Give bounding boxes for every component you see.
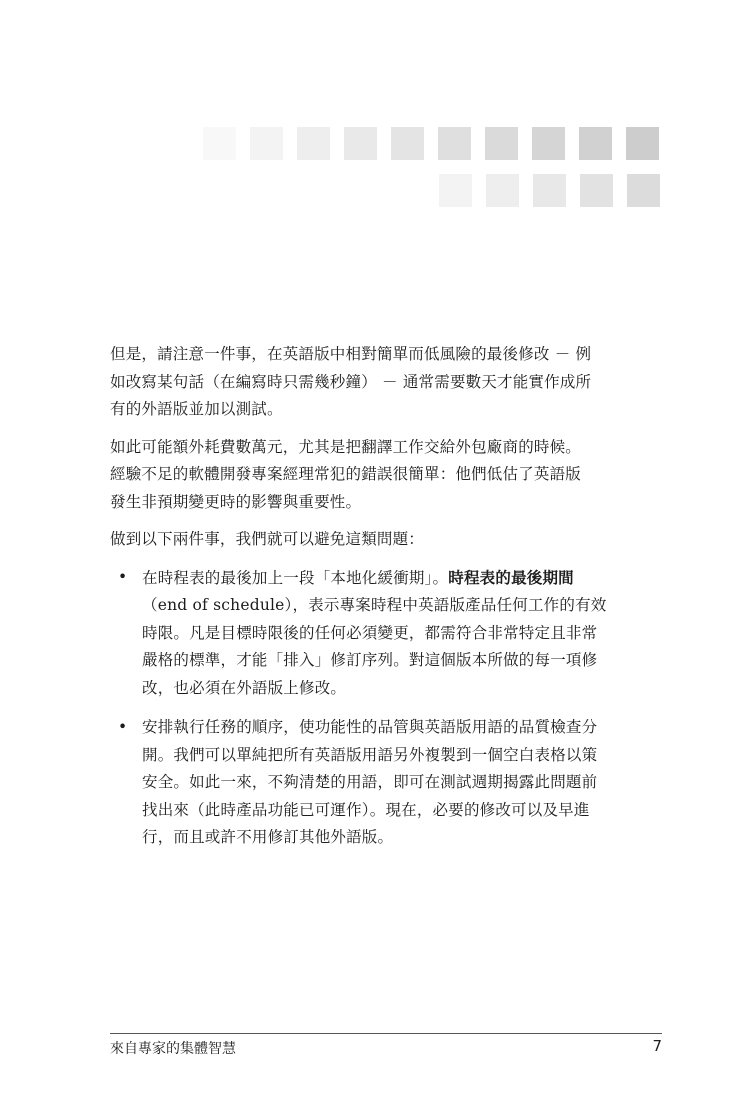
bullet-text: 在時程表的最後加上一段「本地化緩衝期」。 xyxy=(142,568,449,587)
decorative-square xyxy=(532,127,565,160)
footer-divider xyxy=(110,1033,662,1034)
decorative-square xyxy=(626,127,659,160)
decorative-square xyxy=(391,127,424,160)
decorative-square xyxy=(486,174,519,207)
paragraph-1: 但是，請注意一件事，在英語版中相對簡單而低風險的最後修改 － 例 如改寫某句話（在編寫時只需幾秒鐘） － 通常需要數天才能實作成所 有的外語版並加以測試。 xyxy=(110,345,592,418)
bullet-bold-text: 時程表的最後期間 xyxy=(448,567,574,587)
decorative-square xyxy=(438,127,471,160)
decorative-square xyxy=(485,127,518,160)
bullet-item-1 xyxy=(110,564,662,703)
bullet-text: 安排執行任務的順序，使功能性的品管與英語版用語的品質檢查分 開。我們可以單純把所有英語版用語另外複製到一個空白表格以策 安全。如此一來，不夠清楚的用語，即可在測試週期揭露此問題前 找出來（此時產品功能已可運作）。現在，必要的修改可以及早進 行，而且或許不用修訂其他外語版。 xyxy=(142,718,598,846)
decorative-squares-row-2 xyxy=(439,174,660,207)
bullet-marker: • xyxy=(118,718,128,736)
decorative-square xyxy=(203,127,236,160)
decorative-square xyxy=(439,174,472,207)
decorative-squares-row-1 xyxy=(203,127,659,160)
paragraph-2: 如此可能額外耗費數萬元，尤其是把翻譯工作交給外包廠商的時候。 經驗不足的軟體開發專案經理常犯的錯誤很簡單：他們低估了英語版 發生非預期變更時的影響與重要性。 xyxy=(110,437,582,511)
decorative-square xyxy=(297,127,330,160)
bullet-item-2 xyxy=(110,714,662,852)
running-footer-title: 來自專家的集體智慧 xyxy=(110,1041,236,1057)
paragraph-3: 做到以下兩件事，我們就可以避免這類問題： xyxy=(110,530,425,548)
page-number: 7 xyxy=(652,1037,662,1055)
decorative-square xyxy=(580,174,613,207)
decorative-square xyxy=(533,174,566,207)
decorative-square xyxy=(250,127,283,160)
body-text xyxy=(110,341,662,864)
bullet-text-continued: （end of schedule），表示專案時程中英語版產品任何工作的有效 時限。凡是目標時限後的任何必須變更，都需符合非常特定且非常 嚴格的標準，才能「排入」修訂序列。對這個版本所做的每一項修 改，也必須在外語版上修改。 xyxy=(142,596,607,697)
decorative-square xyxy=(627,174,660,207)
decorative-square xyxy=(579,127,612,160)
bullet-marker: • xyxy=(118,567,128,586)
decorative-square xyxy=(344,127,377,160)
